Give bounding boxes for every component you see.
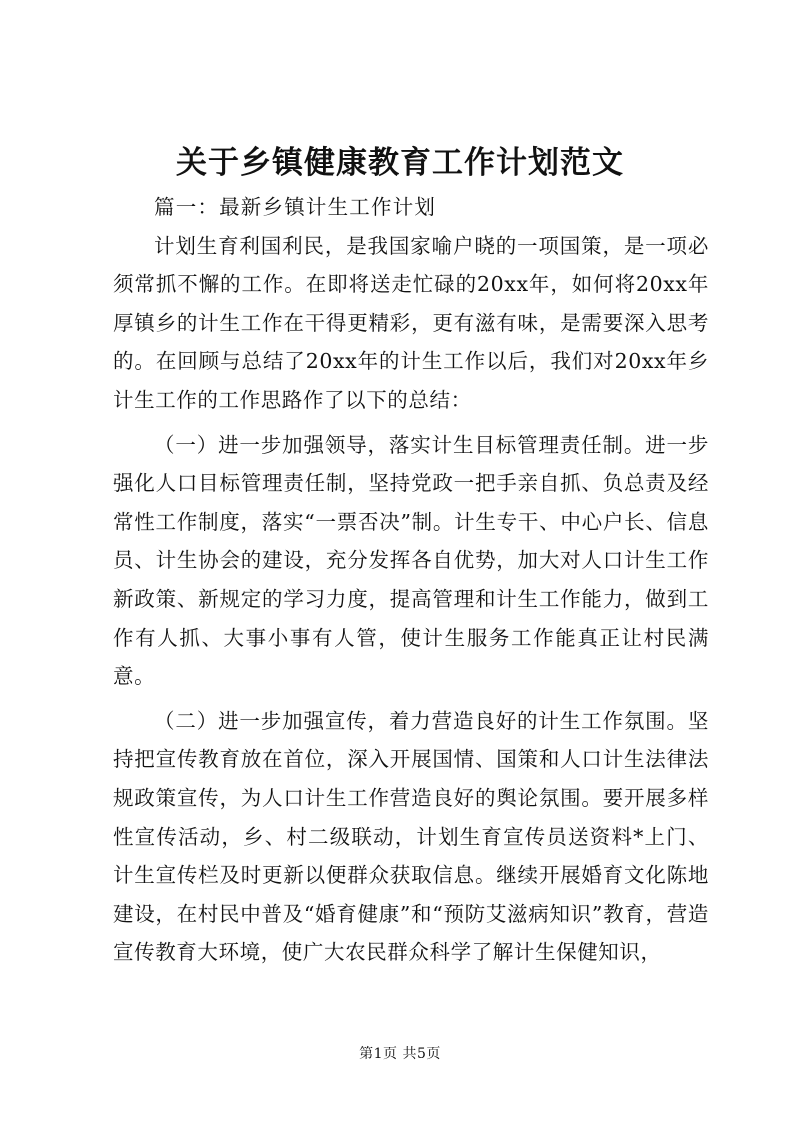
document-title: 关于乡镇健康教育工作计划范文	[176, 145, 624, 181]
paragraph-section-2: （二）进一步加强宣传，着力营造良好的计生工作氛围。坚持把宣传教育放在首位，深入开展国情、国策和人口计生法律法规政策宣传，为人口计生工作营造良好的舆论氛围。要开展多样性宣传活动，乡、村二级联动，计划生育宣传员送资料*上门、计生宣传栏及时更新以便群众获取信息。继续开展婚育文化陈地建设，在村民中普及“婚育健康”和“预防艾滋病知识”教育，营造宣传教育大环境，使广大农民群众科学了解计生保健知识，	[113, 708, 709, 965]
document-body	[113, 188, 709, 972]
section-heading: 篇一：最新乡镇计生工作计划	[154, 195, 437, 219]
paragraph-intro: 计划生育利国利民，是我国家喻户晓的一项国策，是一项必须常抓不懈的工作。在即将送走忙碌的20xx年，如何将20xx年厚镇乡的计生工作在干得更精彩，更有滋有味，是需要深入思考的。在回顾与总结了20xx年的计生工作以后，我们对20xx年乡计生工作的工作思路作了以下的总结：	[113, 233, 709, 412]
paragraph-section-1: （一）进一步加强领导，落实计生目标管理责任制。进一步强化人口目标管理责任制，坚持党政一把手亲自抓、负总责及经常性工作制度，落实“一票否决”制。计生专干、中心户长、信息员、计生协会的建设，充分发挥各自优势，加大对人口计生工作新政策、新规定的学习力度，提高管理和计生工作能力，做到工作有人抓、大事小事有人管，使计生服务工作能真正让村民满意。	[113, 432, 709, 689]
page-number-footer: 第1页 共5页	[359, 1046, 441, 1062]
